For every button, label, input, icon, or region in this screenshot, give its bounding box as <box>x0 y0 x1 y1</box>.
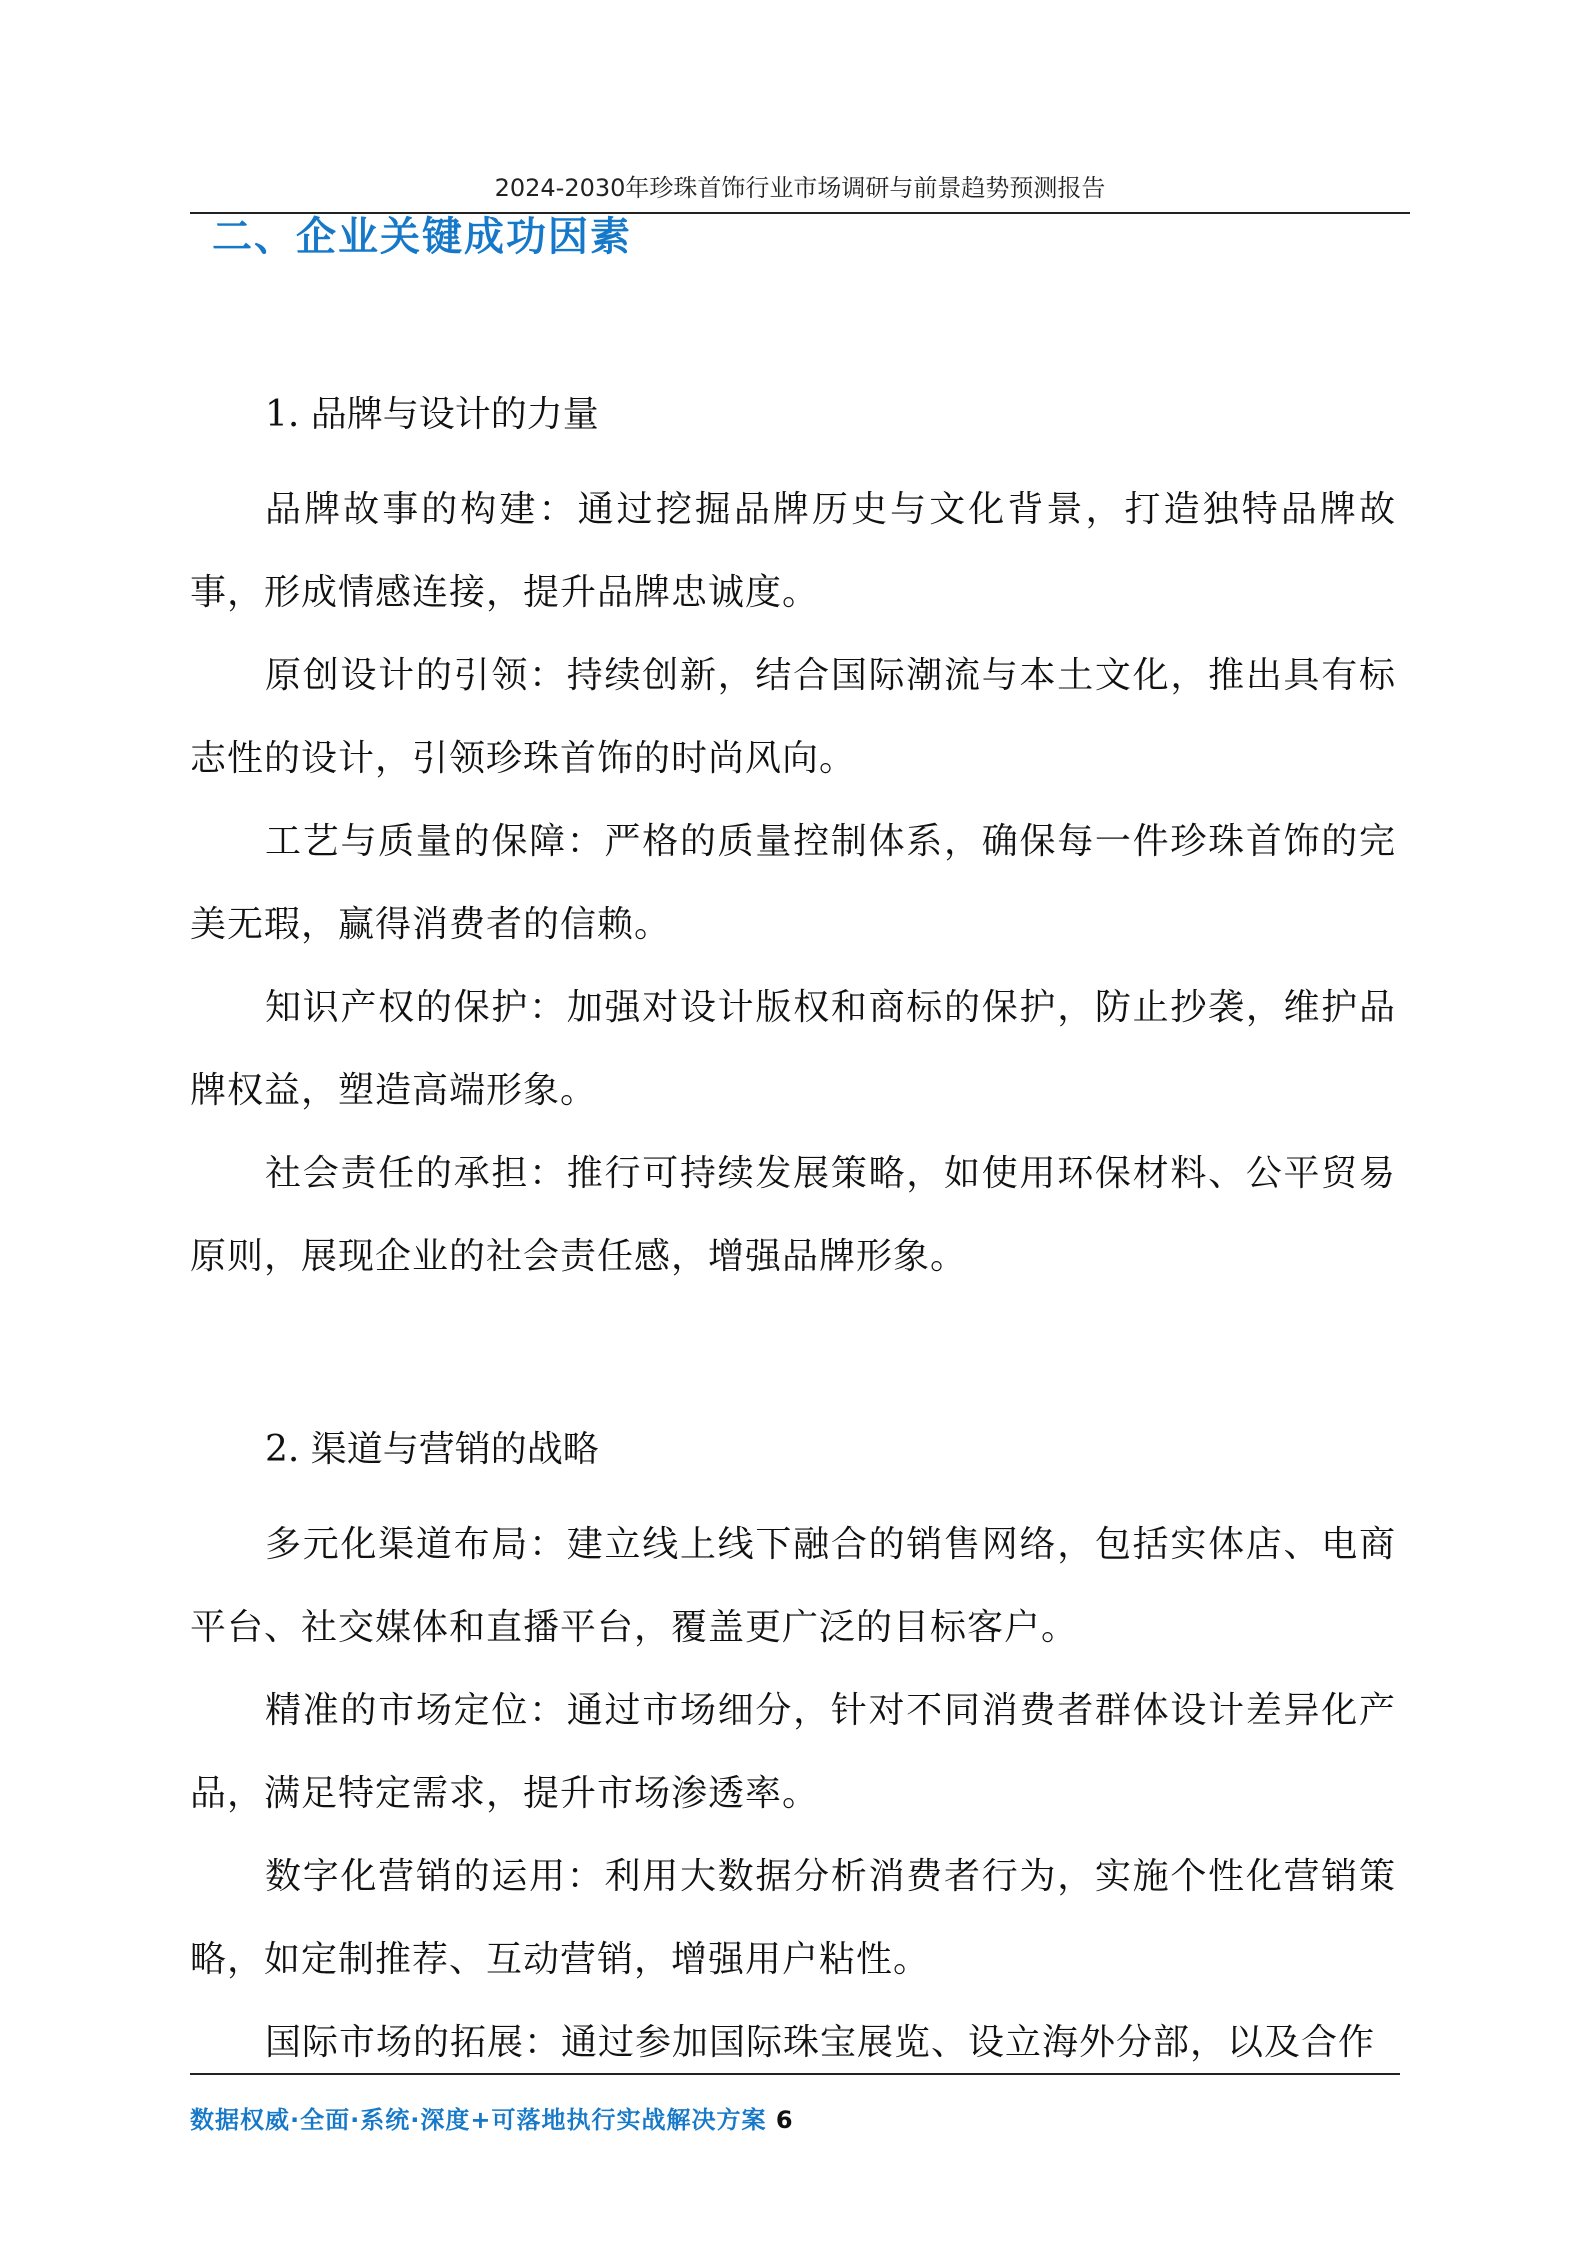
subsection-channel-marketing <box>190 1420 1396 2084</box>
subsection-brand-design <box>190 385 1396 1298</box>
footer-tagline: 数据权威·全面·系统·深度+可落地执行实战解决方案 <box>190 2106 767 2134</box>
footer-divider <box>190 2073 1400 2075</box>
subsection-heading: 1. 品牌与设计的力量 <box>265 394 599 435</box>
paragraph: 多元化渠道布局：建立线上线下融合的销售网络，包括实体店、电商平台、社交媒体和直播平台，覆盖更广泛的目标客户。 <box>190 1524 1396 1648</box>
section-title: 二、企业关键成功因素 <box>212 214 632 260</box>
content-body <box>190 385 1396 2084</box>
paragraph: 品牌故事的构建：通过挖掘品牌历史与文化背景，打造独特品牌故事，形成情感连接，提升品牌忠诚度。 <box>190 489 1396 613</box>
paragraph: 数字化营销的运用：利用大数据分析消费者行为，实施个性化营销策略，如定制推荐、互动营销，增强用户粘性。 <box>190 1856 1396 1980</box>
subsection-heading: 2. 渠道与营销的战略 <box>265 1429 599 1470</box>
paragraph: 社会责任的承担：推行可持续发展策略，如使用环保材料、公平贸易原则，展现企业的社会责任感，增强品牌形象。 <box>190 1153 1396 1277</box>
paragraph: 工艺与质量的保障：严格的质量控制体系，确保每一件珍珠首饰的完美无瑕，赢得消费者的信赖。 <box>190 821 1396 945</box>
page-number: 6 <box>775 2106 794 2134</box>
page-footer <box>190 2100 794 2135</box>
paragraph: 原创设计的引领：持续创新，结合国际潮流与本土文化，推出具有标志性的设计，引领珍珠首饰的时尚风向。 <box>190 655 1396 779</box>
report-title: 2024-2030年珍珠首饰行业市场调研与前景趋势预测报告 <box>494 174 1106 202</box>
paragraph: 知识产权的保护：加强对设计版权和商标的保护，防止抄袭，维护品牌权益，塑造高端形象。 <box>190 987 1396 1111</box>
paragraph: 精准的市场定位：通过市场细分，针对不同消费者群体设计差异化产品，满足特定需求，提升市场渗透率。 <box>190 1690 1396 1814</box>
paragraph: 国际市场的拓展：通过参加国际珠宝展览、设立海外分部，以及合作 <box>265 2022 1376 2063</box>
